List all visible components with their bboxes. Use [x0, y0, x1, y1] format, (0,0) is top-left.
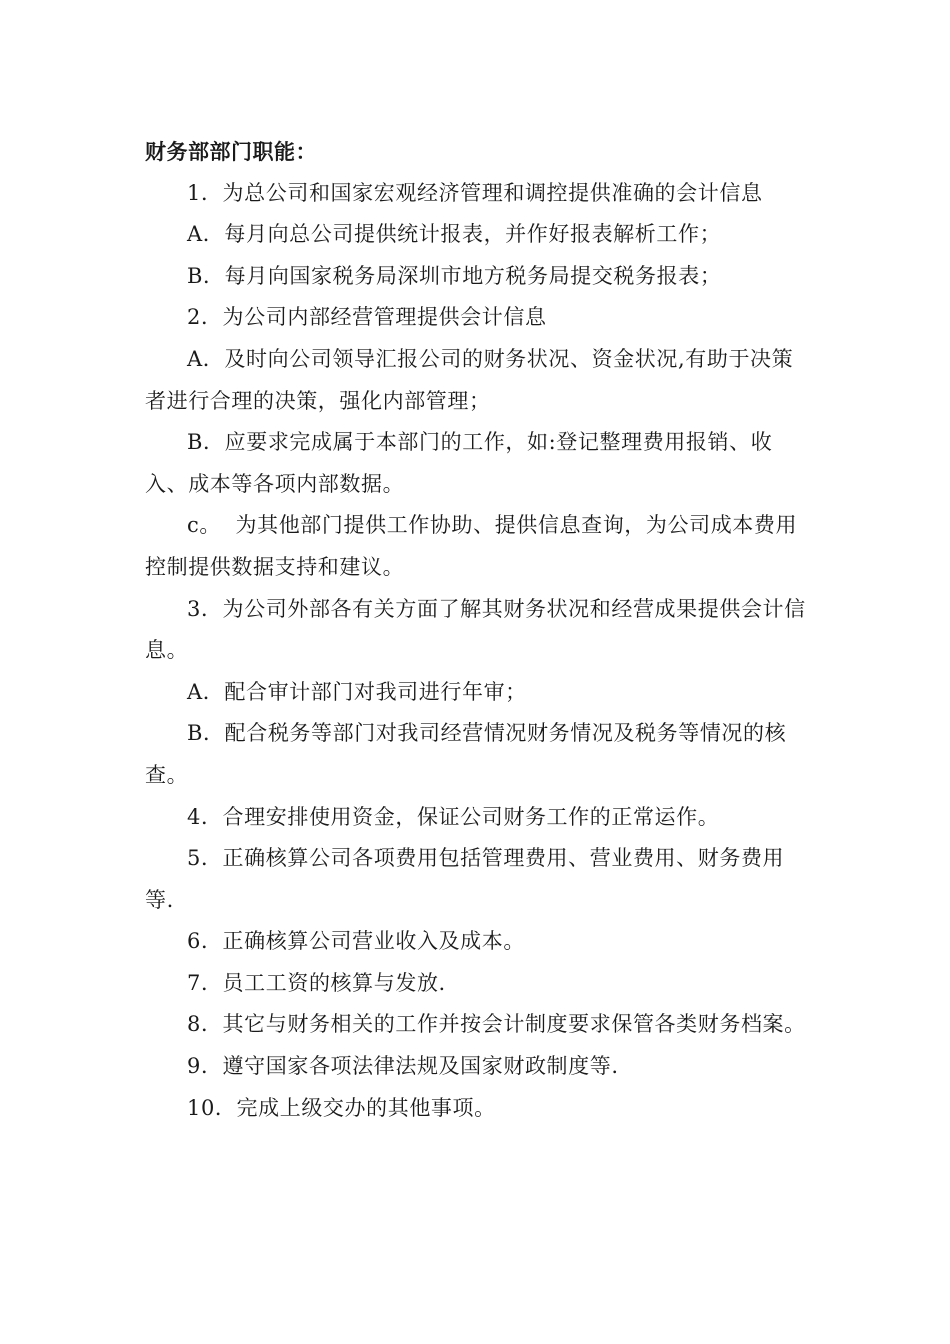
paragraph: B．应要求完成属于本部门的工作，如:登记整理费用报销、收入、成本等各项内部数据。 — [145, 430, 773, 496]
paragraph: 8．其它与财务相关的工作并按会计制度要求保管各类财务档案。 — [187, 1012, 806, 1037]
paragraph: 4．合理安排使用资金，保证公司财务工作的正常运作。 — [187, 804, 720, 829]
paragraph: A．配合审计部门对我司进行年审； — [187, 679, 527, 704]
paragraph: 10．完成上级交办的其他事项。 — [187, 1095, 496, 1120]
paragraph: 6．正确核算公司营业收入及成本。 — [187, 929, 525, 954]
paragraph: 1．为总公司和国家宏观经济管理和调控提供准确的会计信息 — [187, 180, 763, 205]
paragraph: A．每月向总公司提供统计报表，并作好报表解析工作； — [187, 222, 722, 247]
paragraph: 9．遵守国家各项法律法规及国家财政制度等. — [187, 1054, 619, 1079]
paragraph: B．每月向国家税务局深圳市地方税务局提交税务报表； — [187, 263, 722, 288]
paragraph: 5．正确核算公司各项费用包括管理费用、营业费用、财务费用等. — [145, 846, 785, 912]
paragraph: 7．员工工资的核算与发放. — [187, 970, 446, 995]
paragraph: c。 为其他部门提供工作协助、提供信息查询，为公司成本费用控制提供数据支持和建议。 — [145, 513, 798, 579]
document-title: 财务部部门职能： — [145, 139, 317, 164]
paragraph: A．及时向公司领导汇报公司的财务状况、资金状况,有助于决策者进行合理的决策，强化内部管理； — [145, 346, 794, 413]
paragraph: B．配合税务等部门对我司经营情况财务情况及税务等情况的核查。 — [145, 721, 787, 787]
document-body — [145, 131, 810, 1129]
paragraph: 2．为公司内部经营管理提供会计信息 — [187, 305, 547, 330]
paragraph: 3．为公司外部各有关方面了解其财务状况和经营成果提供会计信息。 — [145, 596, 806, 663]
